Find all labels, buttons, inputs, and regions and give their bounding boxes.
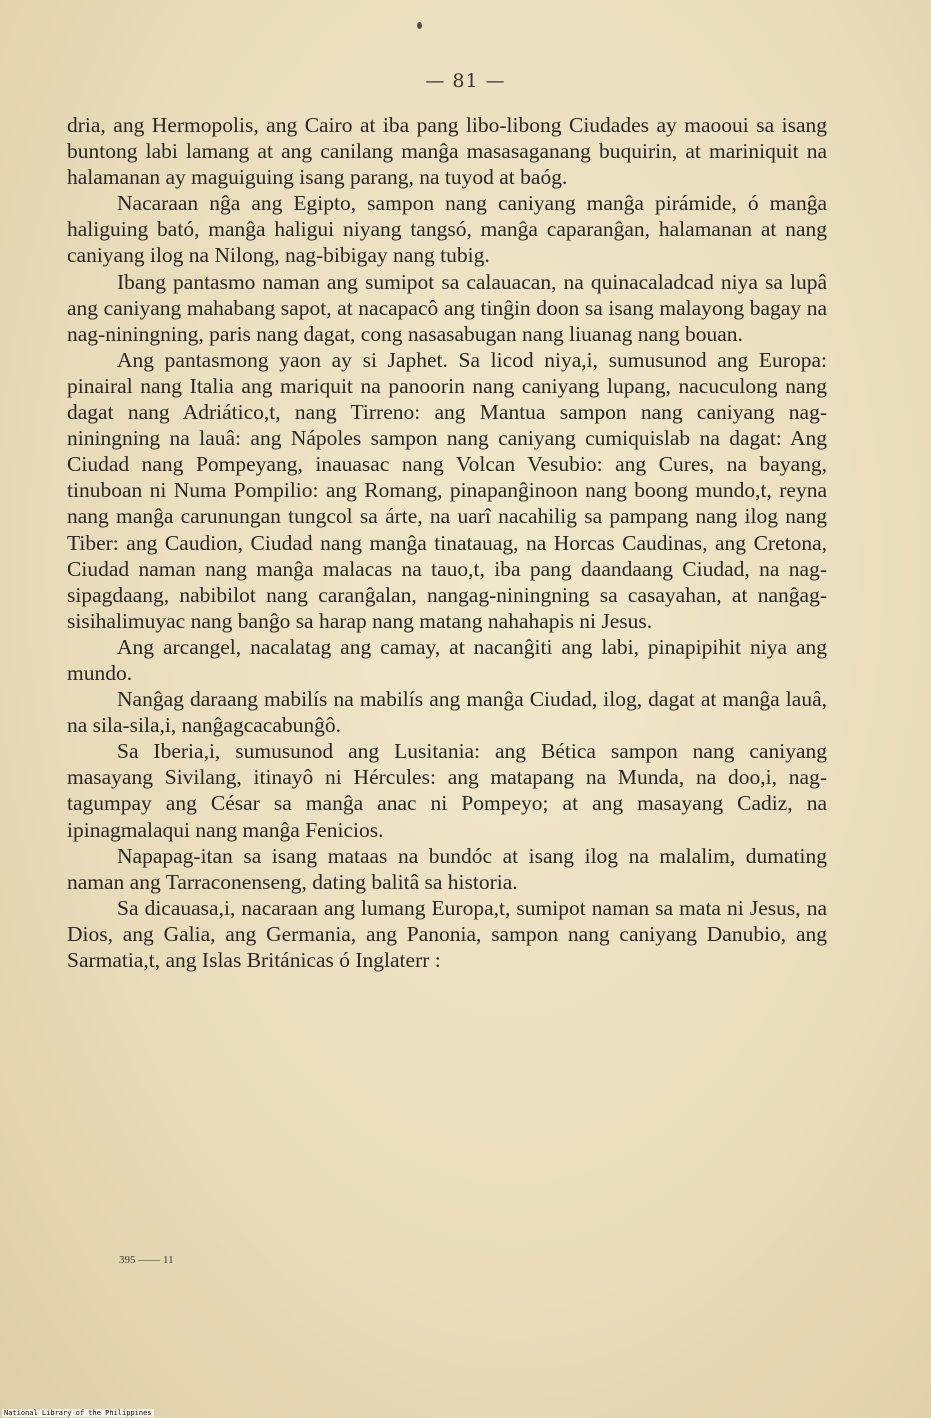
paragraph-5: Ang arcangel, nacalatag ang camay, at nacanĝiti ang labi, pinapipihit niya ang mundo. [67, 634, 827, 685]
signature-mark: 395 —— 11 [119, 1254, 174, 1266]
paragraph-7: Sa Iberia,i, sumusunod ang Lusitania: ang Bética sampon nang caniyang masayang Sivilang, itinayô ni Hércules: ang matapang na Munda, na doo,i, nag-tagumpay ang César sa manĝa anac ni Pompeyo; at ang masayang Cadiz, na ipinagmalaqui nang manĝa Fenicios. [67, 739, 827, 842]
paragraph-8: Napapag-itan sa isang mataas na bundóc at isang ilog na malalim, dumating naman ang Tarraconenseng, dating balitâ sa historia. [67, 843, 827, 894]
paragraph-3: Ibang pantasmo naman ang sumipot sa calauacan, na quinacaladcad niya sa lupâ ang caniyang mahabang sapot, at nacapacô ang tinĝin doon sa isang malayong bagay na nag-niningning, paris nang dagat, cong nasasabugan nang liuanag nang bouan. [67, 269, 827, 346]
paragraph-4: Ang pantasmong yaon ay si Japhet. Sa licod niya,i, sumusunod ang Europa: pinairal nang Italia ang mariquit na panoorin nang caniyang lupang, nacuculong nang dagat nang Adriático,t, nang Tirreno: ang Mantua sampon nang caniyang nag-niningning na lauâ: ang Nápoles sampon nang caniyang cumiquislab na dagat: Ang Ciudad nang Pompeyang, inauasac nang Volcan Vesubio: ang Cures, na bayang, tinuboan ni Numa Pompilio: ang Romang, pinapanĝinoon nang boong mundo,t, reyna nang manĝa carunungan tungcol sa árte, na uarî nacahilig sa pampang nang ilog nang Tiber: ang Caudion, Ciudad nang manĝa tinatauag, na Horcas Caudinas, ang Cretona, Ciudad naman nang manĝa malacas na tauo,t, iba pang daandaang Ciudad, na nag-sipagdaang, nabibilot nang caranĝalan, nangag-niningning sa casayahan, at nanĝag-sisihalimuyac nang banĝo sa harap nang matang nahahapis ni Jesus. [67, 347, 827, 633]
paragraph-1: dria, ang Hermopolis, ang Cairo at iba pang libo-libong Ciudades ay maooui sa isang buntong labi lamang at ang canilang manĝa masasaganang buquirin, at mariniquit na halamanan ay maguiguing isang parang, na tuyod at baóg. [67, 113, 827, 190]
paragraph-9: Sa dicauasa,i, nacaraan ang lumang Europa,t, sumipot naman sa mata ni Jesus, na Dios, ang Galia, ang Germania, ang Panonia, sampon nang caniyang Danubio, ang Sarmatia,t, ang Islas Británicas ó Inglaterr : [67, 895, 827, 972]
paragraph-2: Nacaraan nĝa ang Egipto, sampon nang caniyang manĝa pirámide, ó manĝa haliguing bató, manĝa haligui niyang tangsó, manĝa caparanĝan, halamanan at nang caniyang ilog na Nilong, nag-bibigay nang tubig. [67, 191, 827, 268]
library-credit: National Library of the Philippines [4, 1409, 152, 1417]
page-number: — 81 — [425, 70, 506, 92]
paragraph-6: Nanĝag daraang mabilís na mabilís ang manĝa Ciudad, ilog, dagat at manĝa lauâ, na sila-sila,i, nanĝagcacabunĝô. [67, 687, 827, 738]
body-text [67, 112, 827, 973]
ink-speck [417, 22, 422, 29]
